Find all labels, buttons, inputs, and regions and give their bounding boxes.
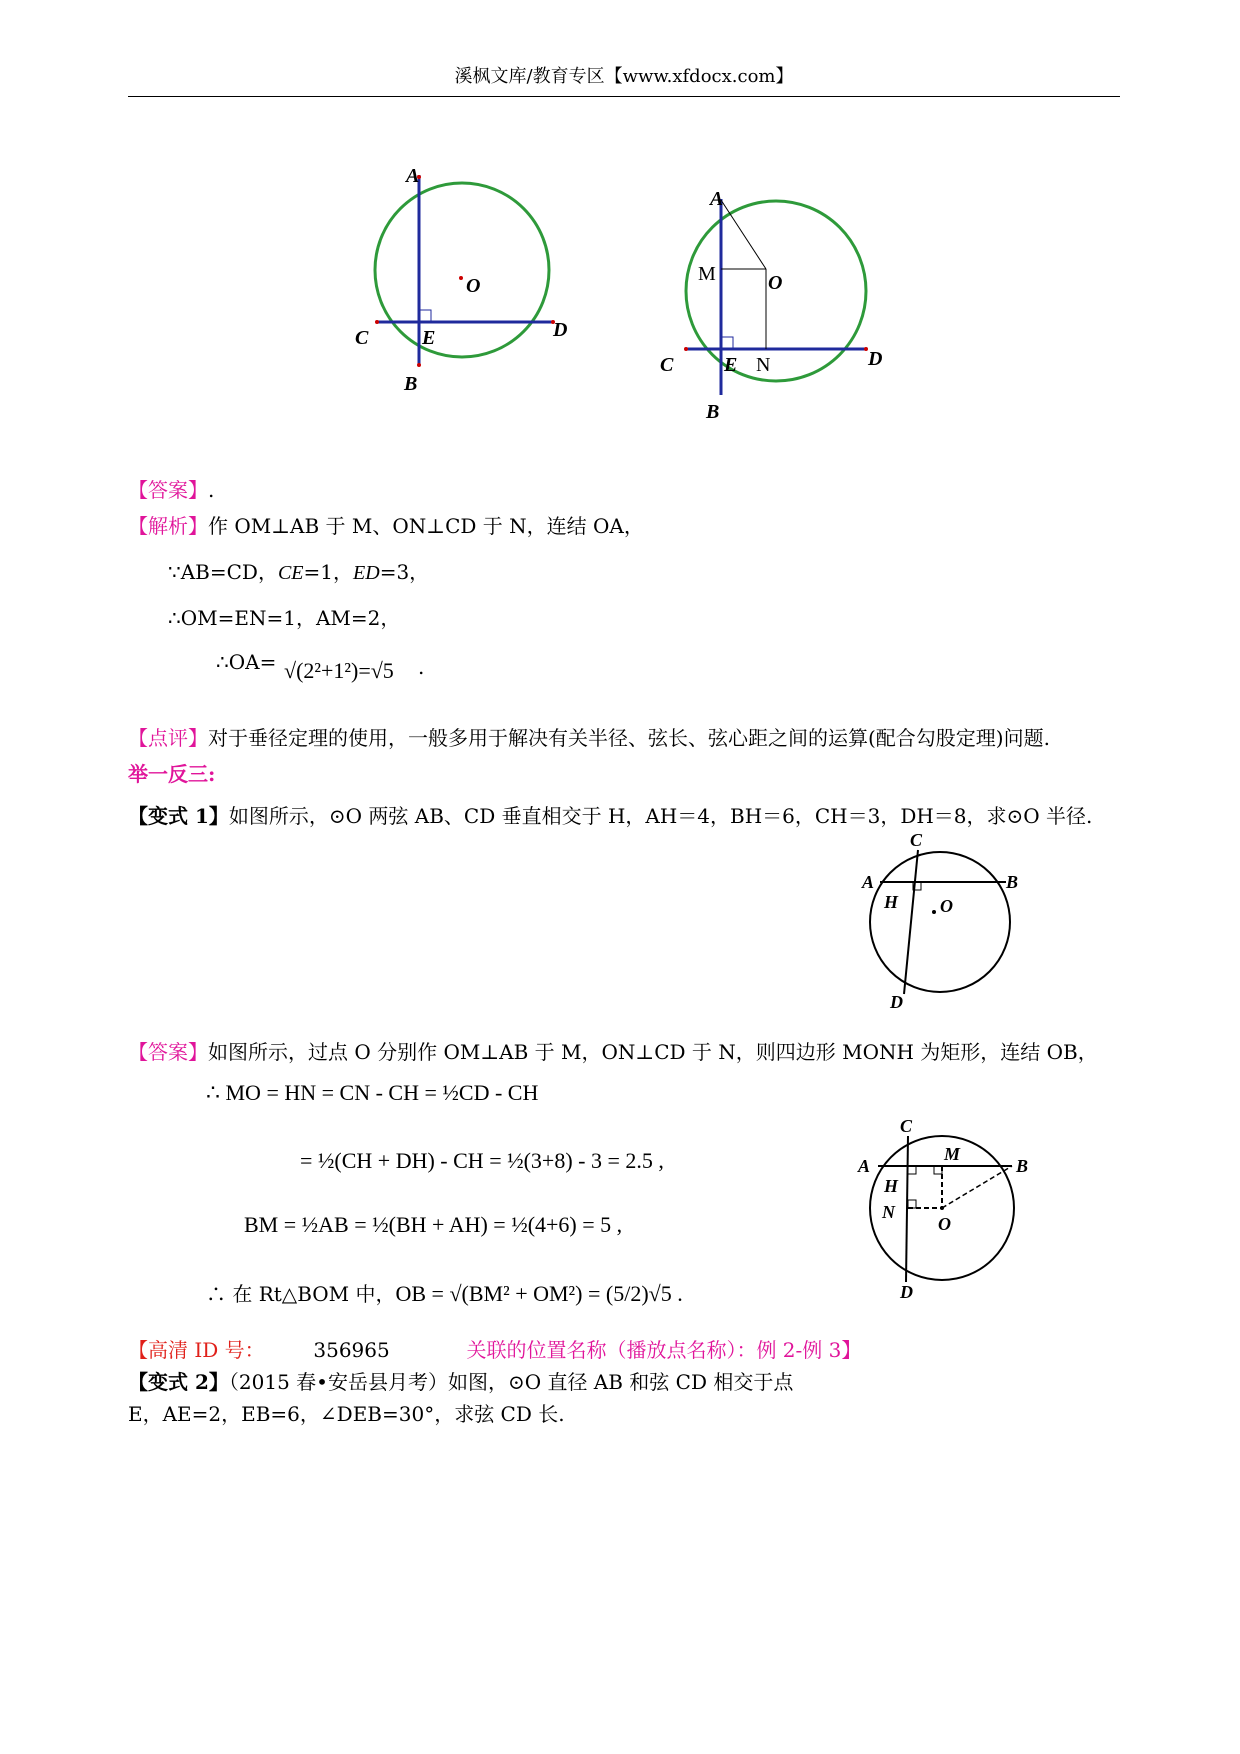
variant1-figure bbox=[848, 830, 1028, 1010]
svg-text:H: H bbox=[884, 1176, 899, 1196]
figure-circle-1 bbox=[340, 160, 580, 400]
analysis-step-1: ∵AB=CD，CE=1，ED=3， bbox=[168, 560, 430, 584]
analysis-step-3: ∴OA= bbox=[216, 650, 277, 674]
svg-text:H: H bbox=[884, 892, 899, 912]
variant1-text: 如图所示，⊙O 两弦 AB、CD 垂直相交于 H，AH＝4，BH＝6，CH＝3，DH＝8，求⊙O 半径. bbox=[228, 804, 1093, 828]
example-comment bbox=[128, 722, 1050, 751]
svg-text:O: O bbox=[940, 896, 953, 916]
hd-id-tag: 【高清 ID 号： bbox=[128, 1338, 265, 1362]
label-O: O bbox=[768, 272, 783, 294]
variant2-tag: 【变式 2】 bbox=[128, 1370, 229, 1394]
svg-text:C: C bbox=[910, 830, 923, 850]
formula-oa-expr: √(2²+1²)=√5 bbox=[284, 658, 394, 683]
label-C: C bbox=[355, 327, 369, 349]
figure-circle-2 bbox=[650, 185, 910, 425]
variant1-answer-figure bbox=[848, 1112, 1038, 1302]
formula-oa bbox=[282, 648, 432, 690]
hd-id-number: 356965 bbox=[313, 1338, 390, 1362]
variant1-answer bbox=[128, 1036, 1098, 1065]
svg-text:C: C bbox=[900, 1116, 913, 1136]
answer-text: . bbox=[208, 478, 215, 502]
hd-id-line bbox=[128, 1334, 861, 1363]
label-N: N bbox=[756, 354, 771, 376]
variant1-answer-tag: 【答案】 bbox=[128, 1040, 208, 1064]
svg-text:D: D bbox=[900, 1282, 913, 1302]
analysis-step-3-end: . bbox=[418, 655, 425, 679]
label-D: D bbox=[553, 319, 568, 341]
analysis-step-2: ∴OM=EN=1，AM=2， bbox=[168, 606, 401, 630]
label-M: M bbox=[698, 263, 716, 285]
label-C: C bbox=[660, 354, 674, 376]
label-B: B bbox=[404, 373, 418, 395]
variant1-question bbox=[128, 800, 1092, 829]
analysis-text: 作 OM⊥AB 于 M、ON⊥CD 于 N，连结 OA， bbox=[208, 514, 644, 538]
page-header: 溪枫文库/教育专区【www.xfdocx.com】 bbox=[454, 66, 794, 87]
comment-text: 对于垂径定理的使用，一般多用于解决有关半径、弦长、弦心距之间的运算(配合勾股定理)问题. bbox=[208, 726, 1050, 750]
svg-text:B: B bbox=[1006, 872, 1019, 892]
hd-id-related: 关联的位置名称（播放点名称）：例 2-例 3】 bbox=[466, 1338, 862, 1362]
svg-text:M: M bbox=[944, 1144, 961, 1164]
example-answer bbox=[128, 474, 214, 503]
variant1-eq4: ∴ 在 Rt△BOM 中，OB = √(BM² + OM²) = (5/2)√5 . bbox=[206, 1281, 683, 1306]
variant1-tag: 【变式 1】 bbox=[128, 804, 229, 828]
variant2-text-1: （2015 春•安岳县月考）如图，⊙O 直径 AB 和弦 CD 相交于点 bbox=[228, 1370, 794, 1394]
label-E: E bbox=[422, 327, 436, 349]
svg-text:B: B bbox=[1016, 1156, 1029, 1176]
svg-text:A: A bbox=[858, 1156, 871, 1176]
variant2-question-line2: E，AE=2，EB=6，∠DEB=30°，求弦 CD 长. bbox=[128, 1402, 565, 1426]
variant1-answer-text: 如图所示，过点 O 分别作 OM⊥AB 于 M，ON⊥CD 于 N，则四边形 MONH 为矩形，连结 OB， bbox=[208, 1040, 1098, 1064]
analysis-tag: 【解析】 bbox=[128, 514, 208, 538]
answer-tag: 【答案】 bbox=[128, 478, 208, 502]
variant1-eq3: BM = ½AB = ½(BH + AH) = ½(4+6) = 5 , bbox=[244, 1212, 623, 1237]
variant1-eq1: ∴ MO = HN = CN - CH = ½CD - CH bbox=[206, 1080, 539, 1105]
label-A: A bbox=[406, 165, 420, 187]
example-analysis bbox=[128, 510, 644, 539]
label-O: O bbox=[466, 275, 481, 297]
label-B: B bbox=[706, 401, 720, 423]
label-A: A bbox=[710, 188, 724, 210]
practice-heading: 举一反三: bbox=[128, 762, 216, 786]
label-E: E bbox=[724, 354, 738, 376]
variant2-question-line1 bbox=[128, 1366, 793, 1395]
header-divider bbox=[128, 96, 1120, 97]
svg-text:D: D bbox=[890, 992, 903, 1010]
svg-text:N: N bbox=[882, 1202, 895, 1222]
svg-text:A: A bbox=[862, 872, 875, 892]
svg-text:O: O bbox=[938, 1214, 951, 1234]
comment-tag: 【点评】 bbox=[128, 726, 208, 750]
label-D: D bbox=[868, 348, 883, 370]
variant1-eq2: = ½(CH + DH) - CH = ½(3+8) - 3 = 2.5 , bbox=[300, 1148, 664, 1173]
